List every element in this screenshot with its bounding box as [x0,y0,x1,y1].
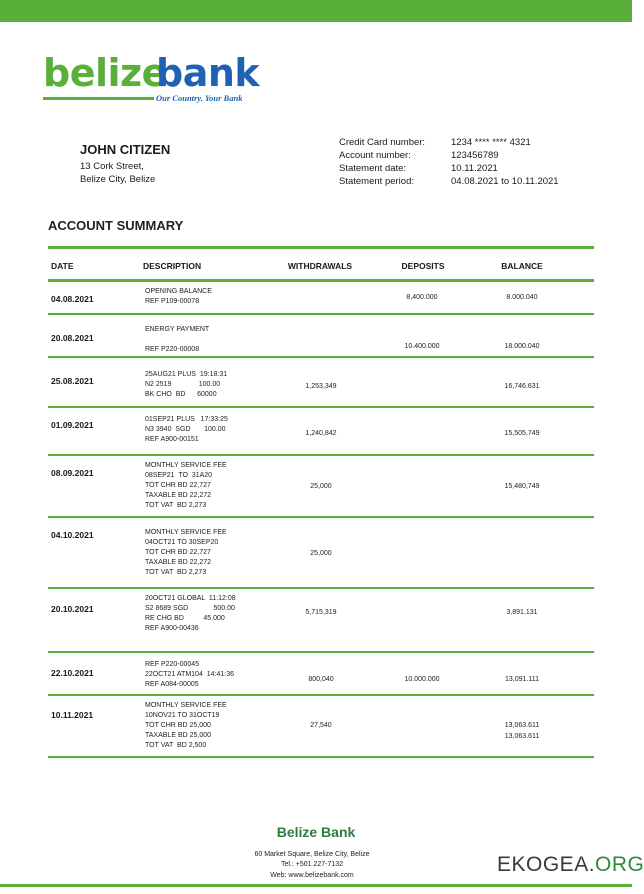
account-summary-table [48,246,594,758]
row-withdrawals: 27,540 [310,722,332,729]
meta-value: 10.11.2021 [451,163,498,174]
meta-label: Credit Card number: [339,137,426,148]
logo-word-bank: bank [156,51,260,95]
header-deposits: DEPOSITS [401,261,445,271]
table-row [48,518,594,589]
description-line: REF A900-00436 [145,625,199,632]
row-withdrawals: 1,240,842 [305,430,337,437]
logo-word-belize: belize [43,51,167,95]
table-row [48,408,594,456]
row-withdrawals: 25,000 [310,483,332,490]
row-balance: 15,480,749 [504,483,540,490]
row-balance: 8.000.040 [506,294,538,301]
description-line: REF A084-00005 [145,681,199,688]
meta-label: Account number: [339,150,411,161]
description-line [145,335,209,345]
description-line: TOT CHR BD 22,727 [145,482,211,489]
description-line: N2 2519 100.00 [145,381,221,388]
description-line: 20OCT21 GLOBAL 11:12:08 [145,595,236,602]
row-date: 22.10.2021 [51,668,94,678]
description-line: 10NOV21 TO 31OCT19 [145,712,220,719]
watermark [497,853,644,877]
description-line: TAXABLE BD 22,272 [145,559,212,566]
footer-web: Web: www.belizebank.com [270,872,354,879]
row-description [145,660,234,690]
customer-address-line1: 13 Cork Street, [80,161,144,172]
description-line: REF P109-00078 [145,298,200,305]
row-balance: 3,891.131 [506,609,538,616]
meta-row-statement-period [339,175,559,188]
row-balance: 13,063.611 13,063.611 [504,722,540,740]
row-date: 25.08.2021 [51,376,94,386]
description-line: S2 8689 SGD 500.00 [145,605,235,612]
description-line: 22OCT21 ATM104 14:41:36 [145,671,234,678]
table-row [48,589,594,653]
description-line: OPENING BALANCE [145,288,212,295]
row-description [145,370,227,400]
belize-bank-logo [43,51,263,106]
row-description [145,594,236,634]
table-header [48,249,594,279]
table-row [48,696,594,758]
description-line: 08SEP21 TO 31A20 [145,472,213,479]
row-deposits: 10.400.000 [404,343,440,350]
top-green-bar [0,0,632,22]
row-description [145,325,209,355]
header-withdrawals: WITHDRAWALS [287,261,353,271]
header-description: DESCRIPTION [143,261,202,271]
description-line: TOT VAT BD 2,273 [145,502,207,509]
footer-bank-name: Belize Bank [276,824,356,840]
watermark-main: EKOGEA. [497,853,596,876]
footer-tel: Tel.: +501 227-7132 [280,861,344,868]
row-date: 20.08.2021 [51,333,94,343]
logo-underline [43,97,154,100]
table-row [48,358,594,408]
description-line: TOT CHR BD 22,727 [145,549,211,556]
row-balance: 13,091.111 [505,676,539,683]
description-line: 01SEP21 PLUS 17:33:25 [145,416,228,423]
description-line: ENERGY PAYMENT [145,326,210,333]
meta-value: 1234 **** **** 4321 [451,137,531,148]
description-line: 25AUG21 PLUS 19:18:31 [145,371,228,378]
table-row [48,282,594,315]
row-withdrawals: 25,000 [310,550,332,557]
meta-row-statement-date [339,162,559,175]
row-withdrawals: 800,040 [308,676,334,683]
description-line: BK CHO BD 60000 [145,391,217,398]
row-deposits: 10.000.000 [404,676,440,683]
row-balance: 18.000.040 [504,343,540,350]
description-line: MONTHLY SERVICE FEE [145,702,227,709]
row-description [145,461,227,511]
description-line: REF A900-00151 [145,436,199,443]
table-row [48,456,594,518]
description-line: REF P220-00008 [145,346,200,353]
table-row [48,653,594,696]
row-description [145,701,227,751]
description-line: TAXABLE BD 22,272 [145,492,212,499]
header-balance: BALANCE [501,261,543,271]
table-body [48,282,594,758]
row-date: 08.09.2021 [51,468,94,478]
statement-meta [339,136,559,188]
description-line: MONTHLY SERVICE FEE [145,462,227,469]
row-withdrawals: 1,253,349 [305,383,337,390]
description-line: TOT VAT BD 2,500 [145,742,207,749]
description-line: 04OCT21 TO 30SEP20 [145,539,219,546]
description-line: N3 3940 SGD 100.00 [145,426,226,433]
watermark-suffix: ORG [595,853,644,876]
description-line: RE CHG BD 45.000 [145,615,225,622]
logo-tagline: Our Country. Your Bank [156,93,243,103]
description-line: MONTHLY SERVICE FEE [145,529,227,536]
description-line: TOT VAT BD 2,273 [145,569,207,576]
customer-address-line2: Belize City, Belize [80,174,156,185]
row-date: 20.10.2021 [51,604,94,614]
row-description [145,415,228,445]
row-date: 04.08.2021 [51,294,94,304]
customer-block [80,142,170,186]
meta-label: Statement period: [339,176,414,187]
meta-row-account-number [339,149,559,162]
row-withdrawals: 5,715,319 [305,609,337,616]
header-date: DATE [51,261,74,271]
table-row [48,315,594,358]
row-date: 10.11.2021 [51,710,94,720]
bottom-green-bar [0,884,632,887]
row-description [145,528,227,578]
meta-label: Statement date: [339,163,407,174]
description-line: TOT CHR BD 25,000 [145,722,211,729]
description-line: REF P220-00045 [145,661,200,668]
row-date: 04.10.2021 [51,530,94,540]
meta-value: 04.08.2021 to 10.11.2021 [451,176,559,187]
row-balance: 15,505,749 [504,430,540,437]
row-balance: 16,746.631 [504,383,540,390]
row-date: 01.09.2021 [51,420,94,430]
meta-value: 123456789 [451,150,499,161]
description-line: TAXABLE BD 25,000 [145,732,212,739]
row-description [145,287,212,307]
customer-name: JOHN CITIZEN [80,142,171,157]
account-summary-title: ACCOUNT SUMMARY [48,218,184,233]
meta-row-card-number [339,136,559,149]
footer-address: 60 Market Square, Belize City, Belize [254,851,370,858]
row-deposits: 8,400.000 [406,294,438,301]
